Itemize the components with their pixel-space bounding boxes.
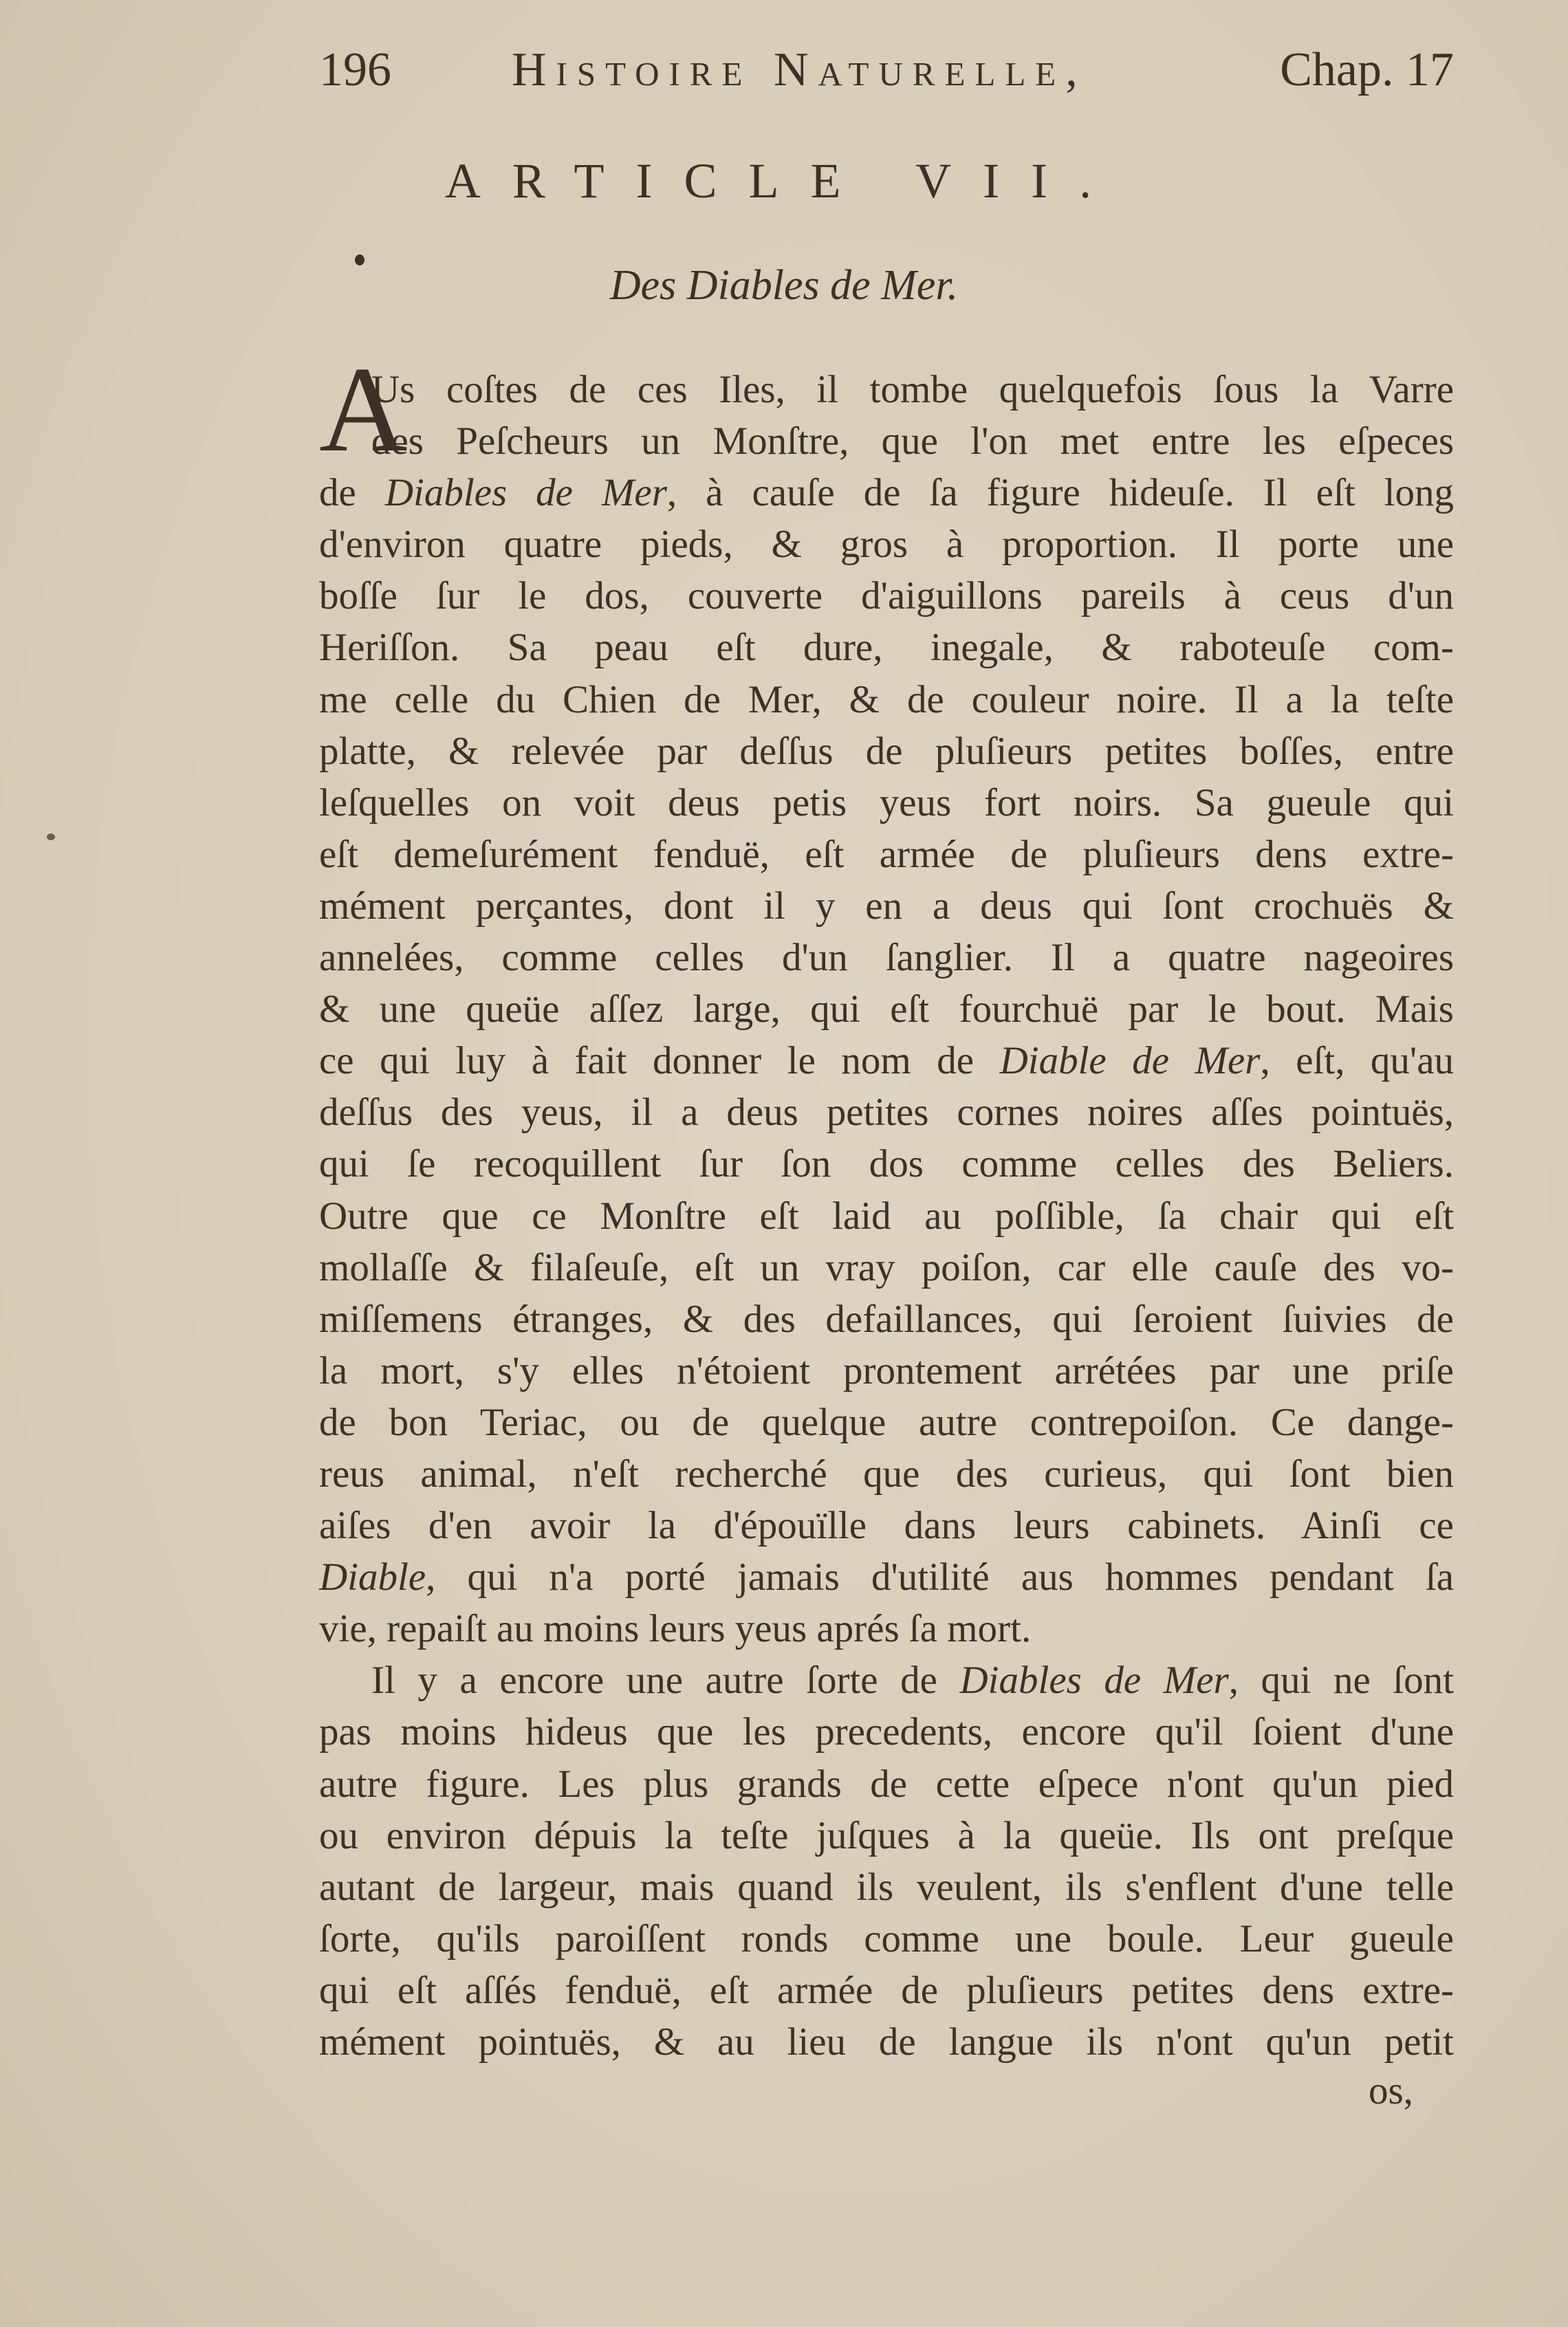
text-segment: me celle du Chien de Mer, & de couleur noire. Il a la teſte — [319, 677, 1454, 721]
text-segment: boſſe ſur le dos, couverte d'aiguillons pareils à ceus d'un — [319, 574, 1454, 618]
italic-phrase: Diables de Mer — [384, 471, 667, 515]
text-line — [319, 725, 1454, 777]
text-line — [319, 1758, 1454, 1810]
text-line — [319, 829, 1454, 880]
ink-spot — [47, 833, 55, 840]
text-segment: deſſus des yeus, il a deus petites cornes noires aſſes pointuës, — [319, 1091, 1454, 1135]
catchword: os, — [1369, 2069, 1413, 2112]
running-title: Histoire Naturelle, — [512, 43, 1087, 96]
text-line — [319, 1086, 1454, 1138]
text-segment: d'environ quatre pieds, & gros à proportion. Il porte une — [319, 523, 1454, 567]
text-line — [319, 1138, 1454, 1190]
italic-phrase: Diable de Mer — [999, 1039, 1261, 1083]
text-line — [319, 674, 1454, 725]
text-segment: des Peſcheurs un Monſtre, que l'on met entre les eſpeces — [371, 419, 1454, 463]
text-segment: Heriſſon. Sa peau eſt dure, inegale, & raboteuſe com- — [319, 626, 1454, 670]
text-segment: de — [319, 471, 385, 515]
text-line — [319, 1603, 1454, 1654]
text-segment: , qui ne ſont — [1228, 1659, 1454, 1703]
text-line — [319, 622, 1454, 673]
text-segment: Us coſtes de ces Iles, il tombe quelquefois ſous la Varre — [371, 368, 1454, 411]
text-line — [319, 518, 1454, 570]
drop-cap: A — [319, 341, 408, 477]
text-line — [319, 1810, 1454, 1861]
text-segment: leſquelles on voit deus petis yeus fort noirs. Sa gueule qui — [319, 780, 1454, 824]
text-line — [319, 880, 1454, 932]
text-segment: aiſes d'en avoir la d'épouïlle dans leurs cabinets. Ainſi ce — [319, 1504, 1454, 1548]
text-line — [319, 1242, 1454, 1293]
text-line — [319, 570, 1454, 622]
text-segment: platte, & relevée par deſſus de pluſieurs petites boſſes, entre — [319, 729, 1454, 773]
text-segment: ou environ dépuis la teſte juſques à la queüe. Ils ont preſque — [319, 1813, 1454, 1857]
text-segment: annelées, comme celles d'un ſanglier. Il a quatre nageoires — [319, 936, 1454, 980]
text-segment: autre figure. Les plus grands de cette eſpece n'ont qu'un pied — [319, 1762, 1454, 1806]
text-line — [319, 1500, 1454, 1551]
page-number: 196 — [319, 43, 391, 96]
text-segment: mément pointuës, & au lieu de langue ils n'ont qu'un petit — [319, 2020, 1454, 2064]
text-segment: pas moins hideus que les precedents, encore qu'il ſoient d'une — [319, 1710, 1454, 1754]
text-segment: la mort, s'y elles n'étoient prontement arrétées par une priſe — [319, 1348, 1454, 1392]
text-segment: , eſt, qu'au — [1260, 1039, 1455, 1083]
text-line — [319, 1345, 1454, 1397]
running-header — [319, 43, 1454, 105]
text-line — [319, 1654, 1454, 1706]
text-line — [319, 1913, 1454, 1965]
text-line — [319, 1190, 1454, 1242]
text-line — [319, 1551, 1454, 1603]
text-line — [319, 983, 1454, 1035]
text-segment: mollaſſe & filaſeuſe, eſt un vray poiſon, car elle cauſe des vo- — [319, 1245, 1454, 1289]
text-line — [319, 777, 1454, 829]
text-segment: de bon Teriac, ou de quelque autre contrepoiſon. Ce dange- — [319, 1400, 1454, 1444]
text-line — [319, 1035, 1454, 1086]
body-text — [319, 364, 1454, 2068]
text-segment: ſorte, qu'ils paroiſſent ronds comme une boule. Leur gueule — [319, 1916, 1454, 1960]
text-segment: Outre que ce Monſtre eſt laid au poſſible, ſa chair qui eſt — [319, 1194, 1454, 1238]
text-segment: & une queüe aſſez large, qui eſt fourchuë par le bout. Mais — [319, 987, 1454, 1031]
chapter-label: Chap. 17 — [1280, 43, 1454, 96]
text-line — [319, 2016, 1454, 2068]
section-subtitle: Des Diables de Mer. — [609, 262, 959, 309]
article-heading: ARTICLE VII. — [444, 153, 1124, 208]
text-segment: miſſemens étranges, & des defaillances, qui ſeroient ſuivies de — [319, 1297, 1454, 1341]
text-segment: , à cauſe de ſa figure hideuſe. Il eſt long — [666, 471, 1454, 515]
italic-phrase: Diables de Mer — [959, 1659, 1229, 1703]
italic-phrase: Diable — [319, 1555, 426, 1599]
text-segment: autant de largeur, mais quand ils veulent, ils s'enflent d'une telle — [319, 1865, 1454, 1909]
text-segment: qui eſt aſſés fenduë, eſt armée de pluſieurs petites dens extre- — [319, 1968, 1454, 2012]
text-segment: vie, repaiſt au moins leurs yeus aprés ſa mort. — [319, 1607, 1032, 1651]
text-segment: Il y a encore une autre ſorte de — [371, 1659, 960, 1703]
text-segment: ce qui luy à fait donner le nom de — [319, 1039, 1000, 1083]
text-line — [319, 1965, 1454, 2016]
text-segment: qui ſe recoquillent ſur ſon dos comme celles des Beliers. — [319, 1142, 1454, 1186]
text-line — [319, 1448, 1454, 1500]
text-line — [319, 1293, 1454, 1345]
text-segment: mément perçantes, dont il y en a deus qui ſont crochuës & — [319, 884, 1454, 928]
text-line — [319, 932, 1454, 983]
text-segment: reus animal, n'eſt recherché que des curieus, qui ſont bien — [319, 1452, 1454, 1496]
text-segment: , qui n'a porté jamais d'utilité aus hommes pendant ſa — [426, 1555, 1454, 1599]
text-segment: eſt demeſurément fenduë, eſt armée de pluſieurs dens extre- — [319, 832, 1454, 876]
text-line — [319, 1861, 1454, 1913]
text-line — [319, 467, 1454, 518]
text-line — [319, 364, 1454, 415]
text-line — [319, 1397, 1454, 1448]
text-line — [319, 1706, 1454, 1758]
text-line — [319, 415, 1454, 467]
